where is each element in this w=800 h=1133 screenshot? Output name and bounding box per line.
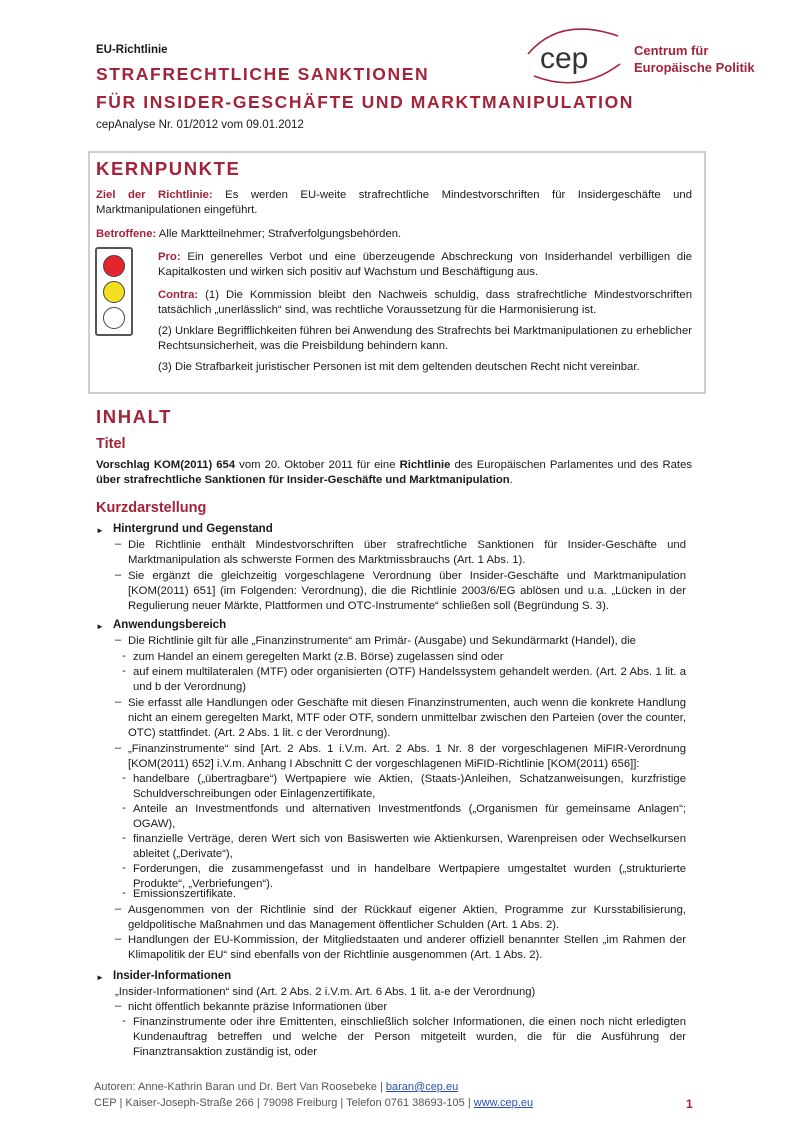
footer-email-link[interactable]: baran@cep.eu [385,1081,459,1093]
contra-paragraph [158,288,692,318]
dash-icon: - [122,802,126,814]
dash-icon: - [122,772,126,784]
footer-website-link[interactable]: www.cep.eu [473,1097,534,1109]
ziel-text: Es werden EU-weite strafrechtliche Mindestvorschriften für Insidergeschäfte und Marktmanipulationen eingeführt. [96,189,692,216]
titel-end: . [509,474,513,487]
titel-paragraph [96,458,692,488]
section-heading: Anwendungsbereich [113,619,227,631]
list-item: Die Richtlinie enthält Mindestvorschriften über strafrechtliche Sanktionen für Insider-Geschäfte und Marktmanipulation als schwerste Formen des Marktmissbrauchs (Art. 1 Abs. 1). [128,539,686,567]
footer-address-text: CEP | Kaiser-Joseph-Straße 266 | 79098 Freiburg | Telefon 0761 38693-105 | [94,1097,474,1109]
footer-authors [94,1081,458,1093]
bullet-triangle-icon: ► [96,622,104,631]
section-intro: „Insider-Informationen“ sind (Art. 2 Abs. 2 i.V.m. Art. 6 Abs. 1 lit. a-e der Verordnung) [115,986,536,998]
contra-text: (1) Die Kommission bleibt den Nachweis schuldig, dass strafrechtliche Mindestvorschriften tatsächlich „unerlässlich“ sind, was rechtliche Voraussetzung für die Harmonisierung ist. [158,289,692,316]
kernpunkte-title: KERNPUNKTE [96,158,241,179]
kurzdarstellung-heading: Kurzdarstellung [96,500,207,516]
dash-icon: – [115,634,122,646]
ziel-paragraph [96,188,692,218]
list-item: „Finanzinstrumente“ sind [Art. 2 Abs. 1 i.V.m. Art. 2 Abs. 1 Nr. 8 der vorgeschlagenen MiFIR-Verordnung [KOM(2011) 652] i.V.m. Anhang I Abschnitt C der vorgeschlagenen MiFID-Richtlinie [KOM(2011) 656]]: [128,743,686,771]
titel-text-2: des Europäischen Parlamentes und des Rates [450,459,693,471]
traffic-light-off-lamp [103,307,125,329]
list-item: nicht öffentlich bekannte präzise Informationen über [128,1001,388,1013]
dash-icon: – [115,538,122,550]
cep-logo-letters: cep [540,42,589,75]
cep-logo-name [634,42,755,76]
footer-authors-text: Autoren: Anne-Kathrin Baran und Dr. Bert Van Roosebeke | [94,1081,386,1093]
cep-logo-line2: Europäische Politik [634,60,755,75]
dash-icon: – [115,933,122,945]
ziel-label: Ziel der Richtlinie: [96,189,213,201]
dash-icon: - [122,862,126,874]
pro-label: Pro: [158,251,181,263]
dash-icon: - [122,665,126,677]
list-subitem: Forderungen, die zusammengefasst und in handelbare Wertpapiere umgestaltet wurden („strukturierte Produkte“, „Verbriefungen“). [133,863,686,891]
list-item: Sie erfasst alle Handlungen oder Geschäfte mit diesen Finanzinstrumenten, auch wenn die konkrete Handlung nicht an einem geregelten Markt, MTF oder OTF, sondern unmittelbar zwischen den Parteien (over the counter, OTC) stattfindet. (Art. 2 Abs. 1 lit. c der Verordnung). [128,697,686,740]
analysis-reference: cepAnalyse Nr. 01/2012 vom 09.01.2012 [96,119,304,131]
traffic-light-red-lamp [103,255,125,277]
betroffene-paragraph [96,227,692,242]
betroffene-text: Alle Marktteilnehmer; Strafverfolgungsbehörden. [156,228,402,240]
dash-icon: - [122,832,126,844]
contra-label: Contra: [158,289,199,301]
list-item: Die Richtlinie gilt für alle „Finanzinstrumente“ am Primär- (Ausgabe) und Sekundärmarkt (Handel), die [128,635,636,647]
bullet-triangle-icon: ► [96,973,104,982]
inhalt-heading: INHALT [96,406,173,427]
cep-logo-line1: Centrum für [634,43,709,58]
contra-point-2: (2) Unklare Begrifflichkeiten führen bei Anwendung des Strafrechts bei Marktmanipulationen zu erheblicher Rechtsunsicherheit, was die Preisbildung behindern kann. [158,325,692,352]
list-subitem: Emissionszertifikate. [133,888,236,900]
list-subitem: handelbare („übertragbare“) Wertpapiere wie Aktien, (Staats-)Anleihen, Schatzanweisungen, kurzfristige Schuldverschreibungen oder Einlagenzertifikate, [133,773,686,801]
list-item: Sie ergänzt die gleichzeitig vorgeschlagene Verordnung über Insider-Geschäfte und Marktmanipulation [KOM(2011) 651] (im Folgenden: Verordnung), die die Richtlinie 2003/6/EG ablösen und u.a. „Lücken in der Regulierung neuer Märkte, Plattformen und OTC-Instrumente“ schließen soll (Begründung S. 3). [128,570,686,613]
dash-icon: – [115,903,122,915]
document-kicker: EU-Richtlinie [96,44,168,56]
document-title-line1: STRAFRECHTLICHE SANKTIONEN [96,64,430,84]
dash-icon: - [122,650,126,662]
list-item: Ausgenommen von der Richtlinie sind der Rückkauf eigener Aktien, Programme zur Kursstabilisierung, geldpolitische Maßnahmen und das Management öffentlicher Schulden (Art. 1 Abs. 2). [128,904,686,932]
footer-address [94,1097,533,1109]
page-number: 1 [686,1097,693,1111]
document-title-line2: FÜR INSIDER-GESCHÄFTE UND MARKTMANIPULATION [96,92,635,112]
titel-subject: über strafrechtliche Sanktionen für Insider-Geschäfte und Marktmanipulation [96,474,510,487]
traffic-light-icon [95,247,133,336]
bullet-triangle-icon: ► [96,526,104,535]
section-heading: Insider-Informationen [113,970,232,982]
dash-icon: - [122,887,126,899]
dash-icon: – [115,742,122,754]
cep-logo-mark [520,20,630,90]
dash-icon: – [115,569,122,581]
pro-paragraph [158,250,692,280]
titel-text-1: vom 20. Oktober 2011 für eine [235,459,400,471]
betroffene-label: Betroffene: [96,228,157,240]
dash-icon: – [115,1000,122,1012]
list-subitem: finanzielle Verträge, deren Wert sich von Basiswerten wie Aktienkursen, Warenpreisen oder Wechselkursen ableitet („Derivate“), [133,833,686,861]
list-subitem: zum Handel an einem geregelten Markt (z.B. Börse) zugelassen sind oder [133,651,504,663]
titel-proposal: Vorschlag KOM(2011) 654 [96,459,236,471]
dash-icon: – [115,696,122,708]
cep-logo [520,20,770,90]
list-subitem: Finanzinstrumente oder ihre Emittenten, einschließlich solcher Informationen, die einen noch nicht erledigten Kundenauftrag betreffen und welche der Person mitgeteilt wurden, die für die Ausführung der Finanztransaktion zuständig ist, oder [133,1016,686,1059]
pro-text: Ein generelles Verbot und eine überzeugende Abschreckung von Insiderhandel verbilligen die Kapitalkosten und wirken sich positiv auf Wachstum und Beschäftigung aus. [158,251,692,278]
list-subitem: Anteile an Investmentfonds und alternativen Investmentfonds („Organismen für gemeinsame Anlagen“; OGAW), [133,803,686,831]
list-subitem: auf einem multilateralen (MTF) oder organisierten (OTF) Handelssystem gehandelt werden. (Art. 2 Abs. 1 lit. a und b der Verordnung) [133,666,686,694]
traffic-light-yellow-lamp [103,281,125,303]
titel-heading: Titel [96,436,126,452]
section-heading: Hintergrund und Gegenstand [113,523,273,535]
list-item: Handlungen der EU-Kommission, der Mitgliedstaaten und anderer offiziell benannter Stellen „im Rahmen der Klimapolitik der EU“ sind ebenfalls von der Richtlinie ausgenommen (Art. 1 Abs. 2). [128,934,686,962]
dash-icon: - [122,1015,126,1027]
contra-point-3: (3) Die Strafbarkeit juristischer Personen ist mit dem geltenden deutschen Recht nicht vereinbar. [158,361,640,373]
titel-directive: Richtlinie [399,459,451,471]
